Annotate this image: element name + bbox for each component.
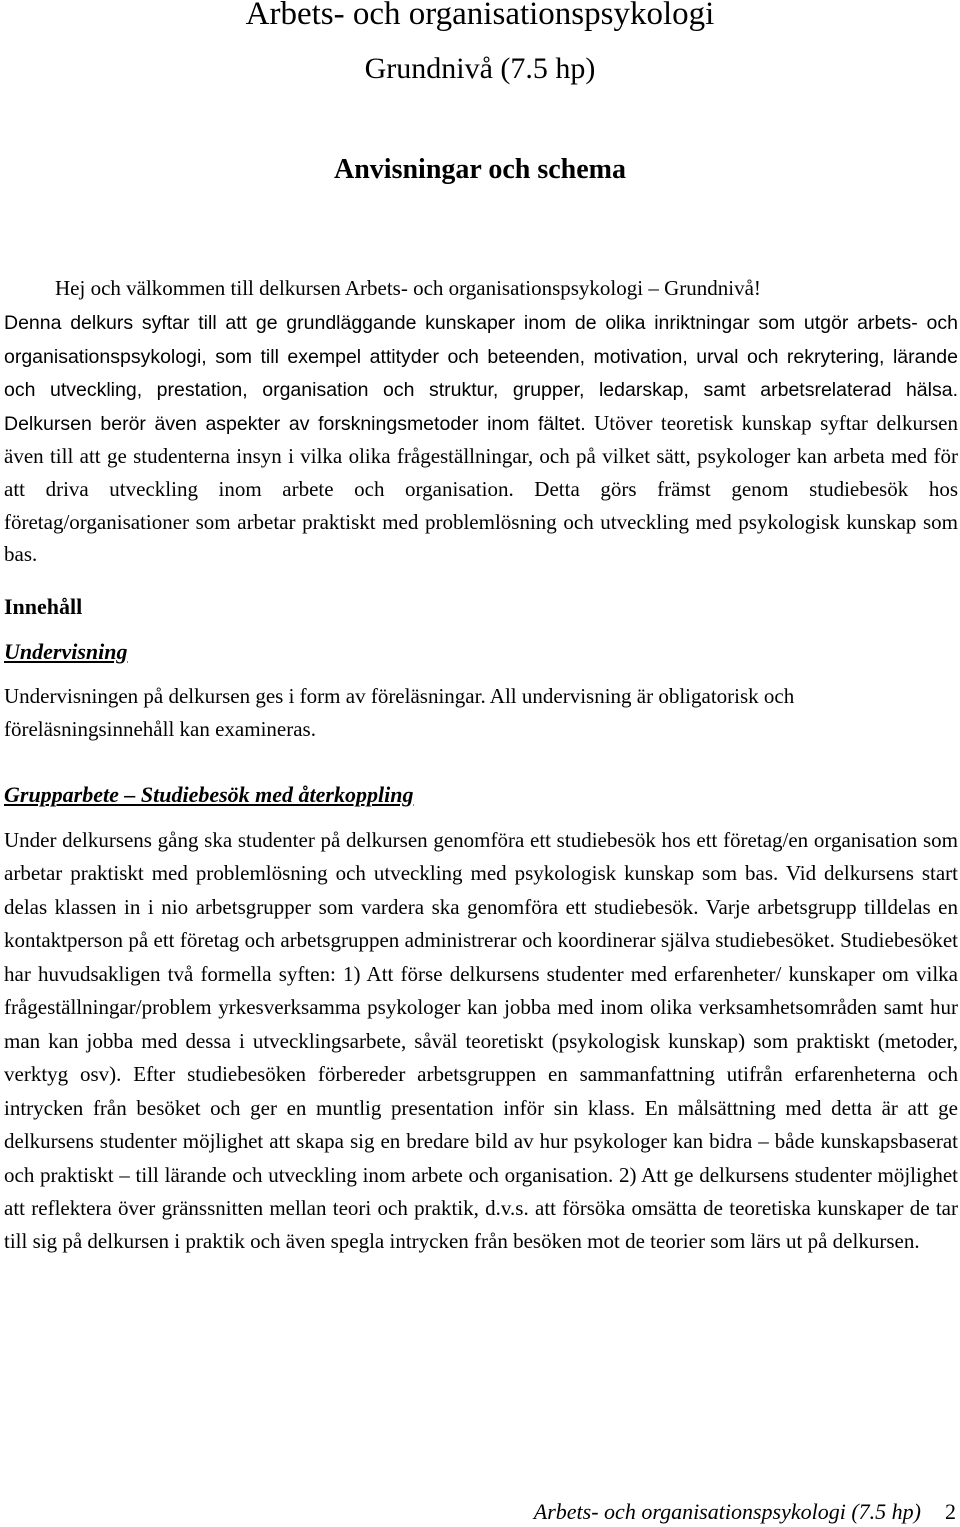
intro-paragraph <box>4 306 958 571</box>
document-title: Arbets- och organisationspsykologi <box>245 0 715 32</box>
section-text-undervisning: Undervisningen på delkursen ges i form av föreläsningar. All undervisning är obligatorisk och föreläsningsinnehåll kan examineras. <box>4 684 795 741</box>
document-heading: Anvisningar och schema <box>334 154 626 185</box>
section-title-grupparbete: Grupparbete – Studiebesök med återkoppling <box>4 782 414 807</box>
section-title-undervisning: Undervisning <box>4 639 128 664</box>
section-text-grupparbete: Under delkursens gång ska studenter på delkursen genomföra ett studiebesök hos ett företag/en organisation som arbetar praktiskt med problemlösning och utveckling med psykologisk kunskap som bas. Vid delkursens start delas klassen in i nio arbetsgrupper som vardera ska genomföra ett studiebesök. Varje arbetsgrupp tilldelas en kontaktperson på ett företag och arbetsgruppen administrerar och koordinerar själva studiebesöket. Studiebesöket har huvudsakligen två formella syften: 1) Att förse delkursens studenter med erfarenheter/ kunskaper om vilka frågeställningar/problem yrkesverksamma psykologer kan jobba med inom olika verksamhetsområden samt hur man kan jobba med dessa i utvecklingsarbete, såväl teoretiskt (psykologisk kunskap) som praktiskt (metoder, verktyg osv). Efter studiebesöken förbereder arbetsgruppen en sammanfattning utifrån erfarenheterna och intrycken från besöket och ger en muntlig presentation inför sin klass. En målsättning med detta är att ge delkursens studenter möjlighet att skapa sig en bredare bild av hur psykologer kan bidra – både kunskapsbaserat och praktiskt – till lärande och utveckling inom arbete och organisation. 2) Att ge delkursens studenter möjlighet att reflektera över gränssnitten mellan teori och praktik, d.v.s. att försöka omsätta de teoretiska kunskaper de tar till sig på delkursen i praktik och även spegla intrycken från besöken mot de teorier som lärs ut på delkursen. <box>4 828 958 1254</box>
intro-text-part-2: Utöver teoretisk kunskap syftar delkursen även till att ge studenterna insyn i vilka olika frågeställningar, och på vilket sätt, psykologer kan arbeta med för att driva utveckling inom arbete och organisation. Detta görs främst genom studiebesök hos företag/organisationer som arbetar praktiskt med problemlösning och utveckling med psykologisk kunskap som bas. <box>4 410 958 567</box>
content-heading: Innehåll <box>4 594 83 619</box>
page-number: 2 <box>945 1499 956 1524</box>
welcome-text: Hej och välkommen till delkursen Arbets- och organisationspsykologi – Grundnivå! <box>55 276 761 300</box>
document-subtitle: Grundnivå (7.5 hp) <box>364 52 596 85</box>
intro-text-part-1: Denna delkurs syftar till att ge grundläggande kunskaper inom de olika inriktningar som utgör arbets- och organisationspsykologi, som till exempel attityder och beteenden, motivation, urval och rekrytering, lärande och utveckling, prestation, organisation och struktur, grupper, ledarskap, samt arbetsrelaterad hälsa. Delkursen berör även aspekter av forskningsmetoder inom fältet. <box>4 312 958 435</box>
page-footer <box>534 1497 956 1527</box>
footer-text: Arbets- och organisationspsykologi (7.5 hp) <box>533 1499 921 1524</box>
